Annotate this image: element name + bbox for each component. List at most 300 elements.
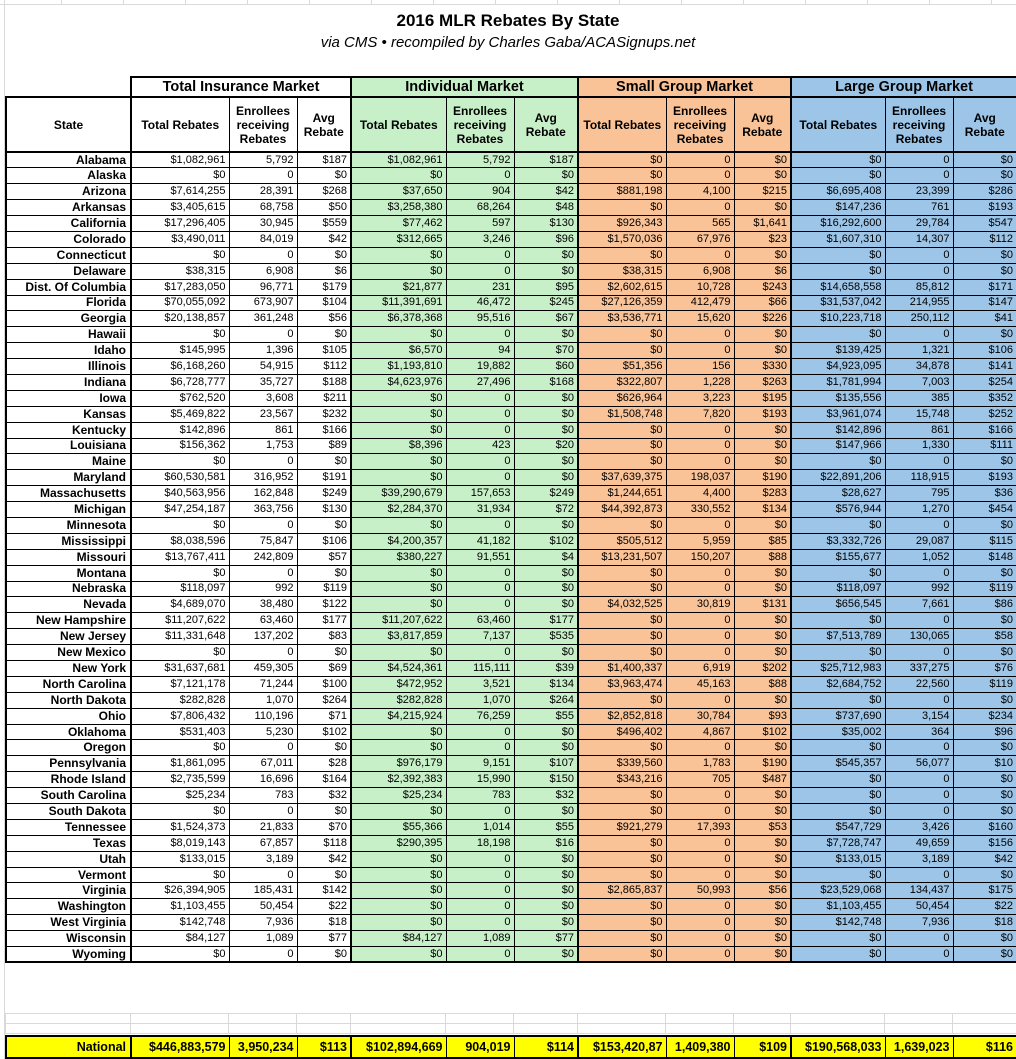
value-cell: $122 [297, 597, 351, 613]
value-cell: $4,200,357 [351, 533, 446, 549]
value-cell: $23,529,068 [791, 883, 885, 899]
value-cell: $42 [297, 231, 351, 247]
value-cell: $0 [578, 168, 666, 184]
value-cell: 0 [446, 740, 514, 756]
value-cell: $0 [514, 470, 578, 486]
value-cell: 783 [229, 788, 297, 804]
value-cell: $2,684,752 [791, 676, 885, 692]
value-cell: $133,015 [131, 851, 229, 867]
value-cell: 0 [666, 740, 734, 756]
value-cell: $211 [297, 390, 351, 406]
value-cell: $1,570,036 [578, 231, 666, 247]
state-cell: Rhode Island [6, 772, 131, 788]
value-cell: $226 [734, 311, 791, 327]
value-cell: $4 [514, 549, 578, 565]
value-cell: 0 [885, 947, 953, 963]
value-cell: 0 [666, 422, 734, 438]
value-cell: $17,296,405 [131, 216, 229, 232]
value-cell: $6,378,368 [351, 311, 446, 327]
table-row [6, 565, 1016, 581]
value-cell: $0 [351, 247, 446, 263]
column-header-total-rebates: Total Rebates [131, 97, 229, 152]
value-cell: $88 [734, 549, 791, 565]
value-cell: $0 [953, 613, 1016, 629]
table-row [6, 486, 1016, 502]
value-cell: $496,402 [578, 724, 666, 740]
value-cell: 45,163 [666, 676, 734, 692]
value-cell: $0 [514, 851, 578, 867]
value-cell: $0 [578, 835, 666, 851]
value-cell: $190 [734, 756, 791, 772]
value-cell: $66 [734, 295, 791, 311]
value-cell: 1,070 [229, 692, 297, 708]
value-cell: $0 [131, 867, 229, 883]
table-row [6, 438, 1016, 454]
value-cell: $104 [297, 295, 351, 311]
value-cell: $0 [131, 947, 229, 963]
value-cell: 992 [885, 581, 953, 597]
state-cell: Illinois [6, 359, 131, 375]
value-cell: $0 [351, 406, 446, 422]
value-cell: 0 [446, 915, 514, 931]
value-cell: $102 [297, 724, 351, 740]
value-cell: $0 [953, 168, 1016, 184]
value-cell: 71,244 [229, 676, 297, 692]
value-cell: $58 [953, 629, 1016, 645]
value-cell: 17,393 [666, 819, 734, 835]
value-cell: $37,639,375 [578, 470, 666, 486]
value-cell: $156 [953, 835, 1016, 851]
value-cell: $234 [953, 708, 1016, 724]
value-cell: $32 [514, 788, 578, 804]
state-cell: Maine [6, 454, 131, 470]
value-cell: $0 [578, 740, 666, 756]
value-cell: $106 [953, 343, 1016, 359]
value-cell: $0 [791, 152, 885, 168]
value-cell: $7,121,178 [131, 676, 229, 692]
value-cell: $268 [297, 184, 351, 200]
value-cell: 0 [666, 454, 734, 470]
value-cell: $0 [514, 724, 578, 740]
table-row [6, 931, 1016, 947]
value-cell: $6,695,408 [791, 184, 885, 200]
value-cell: 27,496 [446, 374, 514, 390]
state-cell: Texas [6, 835, 131, 851]
value-cell: 0 [229, 867, 297, 883]
value-cell: 84,019 [229, 231, 297, 247]
value-cell: $44,392,873 [578, 502, 666, 518]
value-cell: $175 [953, 883, 1016, 899]
column-header-total-rebates: Total Rebates [351, 97, 446, 152]
spreadsheet-gridlines-top [0, 0, 1016, 5]
table-row [6, 772, 1016, 788]
empty-cell [953, 1024, 1016, 1034]
state-cell: Nebraska [6, 581, 131, 597]
value-cell: 423 [446, 438, 514, 454]
value-cell: $0 [791, 168, 885, 184]
value-cell: 1,321 [885, 343, 953, 359]
state-cell: Dist. Of Columbia [6, 279, 131, 295]
empty-cell [578, 1024, 666, 1034]
value-cell: $51,356 [578, 359, 666, 375]
value-cell: 15,990 [446, 772, 514, 788]
value-cell: $195 [734, 390, 791, 406]
value-cell: 0 [666, 247, 734, 263]
value-cell: $2,392,383 [351, 772, 446, 788]
value-cell: 5,792 [229, 152, 297, 168]
value-cell: 0 [666, 613, 734, 629]
empty-cell [297, 1014, 351, 1024]
value-cell: 0 [446, 247, 514, 263]
value-cell: 783 [446, 788, 514, 804]
value-cell: 75,847 [229, 533, 297, 549]
value-cell: $0 [953, 867, 1016, 883]
value-cell: 0 [666, 851, 734, 867]
value-cell: $0 [734, 422, 791, 438]
national-label: National [6, 1036, 131, 1058]
value-cell: $0 [578, 867, 666, 883]
value-cell: 50,454 [885, 899, 953, 915]
value-cell: 0 [885, 517, 953, 533]
value-cell: $13,231,507 [578, 549, 666, 565]
value-cell: $76 [953, 661, 1016, 677]
value-cell: $0 [297, 327, 351, 343]
value-cell: $0 [131, 804, 229, 820]
value-cell: $56 [297, 311, 351, 327]
value-cell: $0 [351, 645, 446, 661]
value-cell: $0 [791, 613, 885, 629]
value-cell: $0 [514, 581, 578, 597]
value-cell: $1,400,337 [578, 661, 666, 677]
value-cell: $22 [953, 899, 1016, 915]
empty-cell [734, 1024, 791, 1034]
value-cell: $531,403 [131, 724, 229, 740]
value-cell: 14,307 [885, 231, 953, 247]
value-cell: $0 [734, 581, 791, 597]
value-cell: $0 [514, 327, 578, 343]
value-cell: $0 [514, 915, 578, 931]
value-cell: 250,112 [885, 311, 953, 327]
value-cell: $0 [514, 247, 578, 263]
value-cell: $70 [514, 343, 578, 359]
table-row [6, 835, 1016, 851]
value-cell: $380,227 [351, 549, 446, 565]
value-cell: $0 [734, 613, 791, 629]
value-cell: 1,089 [446, 931, 514, 947]
value-cell: $190 [734, 470, 791, 486]
value-cell: 16,696 [229, 772, 297, 788]
state-cell: Oregon [6, 740, 131, 756]
value-cell: $0 [953, 740, 1016, 756]
empty-cell [885, 1024, 953, 1034]
value-cell: $0 [953, 247, 1016, 263]
value-cell: 156 [666, 359, 734, 375]
state-cell: Montana [6, 565, 131, 581]
value-cell: $547,729 [791, 819, 885, 835]
value-cell: $0 [514, 517, 578, 533]
value-cell: $32 [297, 788, 351, 804]
value-cell: 242,809 [229, 549, 297, 565]
value-cell: $0 [351, 581, 446, 597]
value-cell: $626,964 [578, 390, 666, 406]
value-cell: $1,103,455 [131, 899, 229, 915]
state-cell: Arizona [6, 184, 131, 200]
table-row [6, 231, 1016, 247]
value-cell: $0 [578, 422, 666, 438]
value-cell: 0 [885, 645, 953, 661]
value-cell: $134 [514, 676, 578, 692]
value-cell: $60 [514, 359, 578, 375]
value-cell: $0 [791, 565, 885, 581]
value-cell: $150 [514, 772, 578, 788]
value-cell: $77,462 [351, 216, 446, 232]
value-cell: $0 [514, 899, 578, 915]
value-cell: $6,728,777 [131, 374, 229, 390]
value-cell: $39 [514, 661, 578, 677]
value-cell: $7,614,255 [131, 184, 229, 200]
value-cell: $141 [953, 359, 1016, 375]
value-cell: $8,038,596 [131, 533, 229, 549]
corner-cell [6, 77, 131, 97]
value-cell: 29,784 [885, 216, 953, 232]
value-cell: $28 [297, 756, 351, 772]
value-cell: $177 [297, 613, 351, 629]
value-cell: $2,852,818 [578, 708, 666, 724]
value-cell: 0 [446, 883, 514, 899]
value-cell: $4,215,924 [351, 708, 446, 724]
title-block [0, 10, 1016, 53]
value-cell: $0 [131, 740, 229, 756]
value-cell: 22,560 [885, 676, 953, 692]
table-row [6, 422, 1016, 438]
value-cell: 0 [446, 406, 514, 422]
value-cell: $0 [734, 327, 791, 343]
column-header-avg-rebate: Avg Rebate [514, 97, 578, 152]
value-cell: $106 [297, 533, 351, 549]
value-cell: 0 [666, 835, 734, 851]
national-value-cell: $190,568,033 [791, 1036, 885, 1058]
value-cell: $6 [734, 263, 791, 279]
empty-cell [351, 1024, 446, 1034]
value-cell: $48 [514, 200, 578, 216]
state-cell: Wyoming [6, 947, 131, 963]
value-cell: $0 [351, 422, 446, 438]
value-cell: 30,784 [666, 708, 734, 724]
value-cell: $188 [297, 374, 351, 390]
value-cell: $0 [514, 597, 578, 613]
empty-spreadsheet-rows [5, 1013, 1016, 1034]
value-cell: $69 [297, 661, 351, 677]
value-cell: $0 [131, 565, 229, 581]
value-cell: $0 [351, 883, 446, 899]
value-cell: $0 [131, 645, 229, 661]
value-cell: 23,399 [885, 184, 953, 200]
value-cell: 363,756 [229, 502, 297, 518]
value-cell: $171 [953, 279, 1016, 295]
value-cell: 0 [885, 931, 953, 947]
value-cell: $0 [791, 740, 885, 756]
value-cell: $10,223,718 [791, 311, 885, 327]
national-value-cell: 904,019 [446, 1036, 514, 1058]
empty-cell [578, 1014, 666, 1024]
value-cell: $352 [953, 390, 1016, 406]
value-cell: 67,976 [666, 231, 734, 247]
value-cell: $3,490,011 [131, 231, 229, 247]
column-header-avg-rebate: Avg Rebate [297, 97, 351, 152]
value-cell: $312,665 [351, 231, 446, 247]
value-cell: 0 [446, 645, 514, 661]
value-cell: $737,690 [791, 708, 885, 724]
national-value-cell: $113 [297, 1036, 351, 1058]
value-cell: 0 [666, 899, 734, 915]
value-cell: $57 [297, 549, 351, 565]
value-cell: $134 [734, 502, 791, 518]
value-cell: 0 [229, 645, 297, 661]
value-cell: 0 [229, 247, 297, 263]
value-cell: 0 [885, 613, 953, 629]
value-cell: $100 [297, 676, 351, 692]
value-cell: 68,758 [229, 200, 297, 216]
national-value-cell: $102,894,669 [351, 1036, 446, 1058]
value-cell: 6,908 [666, 263, 734, 279]
value-cell: 1,753 [229, 438, 297, 454]
value-cell: 904 [446, 184, 514, 200]
value-cell: 337,275 [885, 661, 953, 677]
state-cell: Georgia [6, 311, 131, 327]
table-row [6, 788, 1016, 804]
value-cell: 459,305 [229, 661, 297, 677]
value-cell: 3,521 [446, 676, 514, 692]
value-cell: $6,570 [351, 343, 446, 359]
value-cell: $1,508,748 [578, 406, 666, 422]
state-cell: Florida [6, 295, 131, 311]
state-cell: Kansas [6, 406, 131, 422]
value-cell: 0 [446, 470, 514, 486]
value-cell: $0 [734, 645, 791, 661]
value-cell: $0 [131, 517, 229, 533]
value-cell: $84,127 [131, 931, 229, 947]
table-row [6, 247, 1016, 263]
empty-row [6, 1024, 1016, 1034]
state-cell: North Carolina [6, 676, 131, 692]
table-row [6, 613, 1016, 629]
state-cell: North Dakota [6, 692, 131, 708]
value-cell: $166 [953, 422, 1016, 438]
state-cell: Iowa [6, 390, 131, 406]
value-cell: $762,520 [131, 390, 229, 406]
table-row [6, 724, 1016, 740]
value-cell: $130 [297, 502, 351, 518]
value-cell: $0 [953, 947, 1016, 963]
value-cell: $0 [297, 947, 351, 963]
value-cell: 18,198 [446, 835, 514, 851]
table-row [6, 184, 1016, 200]
value-cell: $0 [791, 788, 885, 804]
value-cell: $282,828 [131, 692, 229, 708]
table-row [6, 216, 1016, 232]
value-cell: 56,077 [885, 756, 953, 772]
value-cell: $96 [514, 231, 578, 247]
value-cell: 0 [666, 152, 734, 168]
value-cell: $0 [791, 263, 885, 279]
value-cell: $67 [514, 311, 578, 327]
value-cell: $0 [578, 343, 666, 359]
value-cell: $147 [953, 295, 1016, 311]
value-cell: 0 [446, 263, 514, 279]
value-cell: 0 [229, 947, 297, 963]
value-cell: $0 [351, 327, 446, 343]
value-cell: 597 [446, 216, 514, 232]
state-cell: West Virginia [6, 915, 131, 931]
value-cell: 7,661 [885, 597, 953, 613]
state-cell: Hawaii [6, 327, 131, 343]
value-cell: $4,923,095 [791, 359, 885, 375]
value-cell: 134,437 [885, 883, 953, 899]
value-cell: 3,223 [666, 390, 734, 406]
value-cell: 0 [446, 454, 514, 470]
empty-cell [351, 1014, 446, 1024]
value-cell: $0 [351, 517, 446, 533]
value-cell: 1,396 [229, 343, 297, 359]
empty-cell [885, 1014, 953, 1024]
state-cell: Utah [6, 851, 131, 867]
value-cell: $0 [791, 517, 885, 533]
value-cell: $0 [297, 867, 351, 883]
value-cell: 0 [666, 867, 734, 883]
value-cell: $28,627 [791, 486, 885, 502]
value-cell: $339,560 [578, 756, 666, 772]
value-cell: $0 [297, 454, 351, 470]
state-cell: Idaho [6, 343, 131, 359]
value-cell: $0 [578, 327, 666, 343]
value-cell: $0 [791, 867, 885, 883]
value-cell: $0 [734, 517, 791, 533]
value-cell: $0 [131, 454, 229, 470]
value-cell: 35,727 [229, 374, 297, 390]
value-cell: 1,070 [446, 692, 514, 708]
value-cell: 10,728 [666, 279, 734, 295]
value-cell: $1,244,651 [578, 486, 666, 502]
value-cell: 30,945 [229, 216, 297, 232]
value-cell: 137,202 [229, 629, 297, 645]
value-cell: $193 [734, 406, 791, 422]
value-cell: $85 [734, 533, 791, 549]
value-cell: $133,015 [791, 851, 885, 867]
value-cell: 67,857 [229, 835, 297, 851]
value-cell: 412,479 [666, 295, 734, 311]
value-cell: 0 [666, 931, 734, 947]
value-cell: $60,530,581 [131, 470, 229, 486]
value-cell: 7,003 [885, 374, 953, 390]
value-cell: $0 [734, 343, 791, 359]
value-cell: $545,357 [791, 756, 885, 772]
value-cell: $0 [953, 565, 1016, 581]
national-value-cell: $116 [953, 1036, 1016, 1058]
table-row [6, 454, 1016, 470]
value-cell: 3,189 [885, 851, 953, 867]
value-cell: 0 [885, 565, 953, 581]
value-cell: 7,820 [666, 406, 734, 422]
table-row [6, 470, 1016, 486]
state-cell: Indiana [6, 374, 131, 390]
value-cell: $42 [953, 851, 1016, 867]
value-cell: $322,807 [578, 374, 666, 390]
value-cell: $976,179 [351, 756, 446, 772]
value-cell: $55 [514, 708, 578, 724]
value-cell: $0 [351, 915, 446, 931]
value-cell: $0 [514, 565, 578, 581]
value-cell: 673,907 [229, 295, 297, 311]
